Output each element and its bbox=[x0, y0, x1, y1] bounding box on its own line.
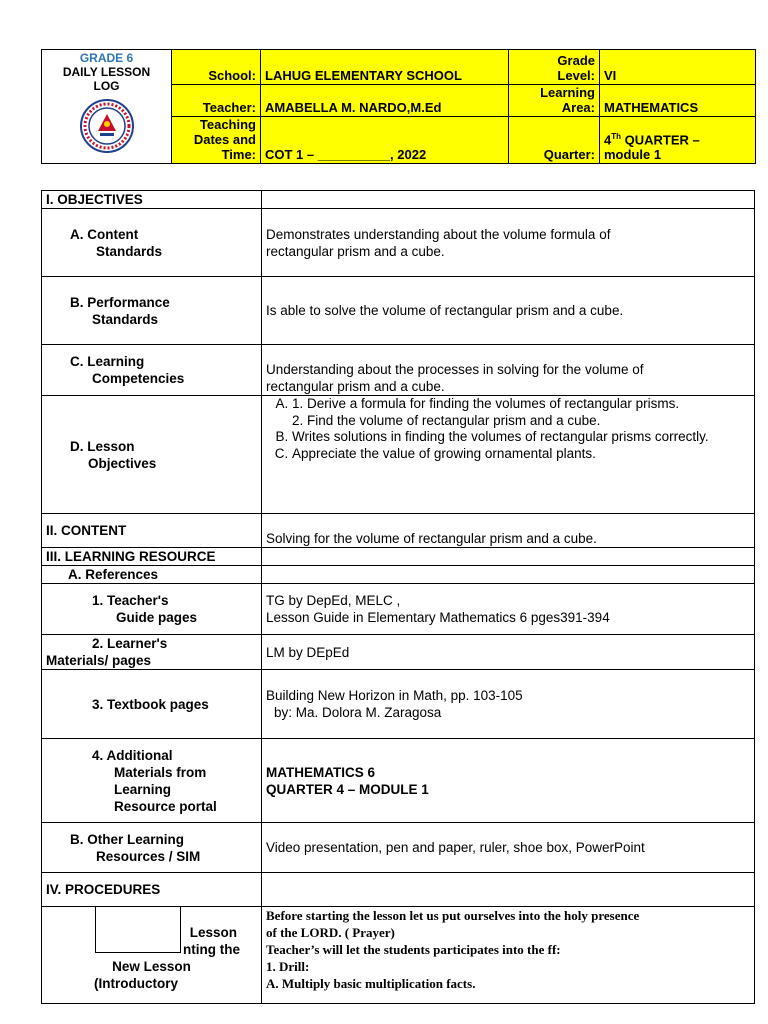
lesson-objective-b: B. Writes solutions in finding the volumes of rectangular prisms correctly. bbox=[292, 429, 750, 446]
quarter-value: 4Th QUARTER – module 1 bbox=[600, 117, 756, 164]
performance-standards-label: B. Performance Standards bbox=[42, 277, 262, 345]
learners-materials-label: 2. Learner's Materials/ pages bbox=[42, 635, 262, 670]
introductory-activity-label: Lesson nting the New Lesson (Introductory bbox=[42, 907, 262, 1004]
learning-competencies-label: C. Learning Competencies bbox=[42, 345, 262, 396]
additional-materials-label: 4. Additional Materials from Learning Resource portal bbox=[42, 739, 262, 823]
lesson-table bbox=[41, 190, 755, 1004]
content-standards-label: A. Content Standards bbox=[42, 209, 262, 277]
lesson-objectives-list bbox=[262, 396, 755, 514]
lesson-objective-c: C. Appreciate the value of growing ornamental plants. bbox=[292, 446, 750, 463]
objectives-heading: I. OBJECTIVES bbox=[42, 191, 262, 209]
textbook-pages-label: 3. Textbook pages bbox=[42, 670, 262, 739]
teachers-guide-value: TG by DepEd, MELC , Lesson Guide in Elementary Mathematics 6 pges391-394 bbox=[262, 584, 755, 635]
additional-materials-value: MATHEMATICS 6 QUARTER 4 – MODULE 1 bbox=[262, 739, 755, 823]
grade-level-value: VI bbox=[600, 50, 756, 85]
references-label: A. References bbox=[42, 566, 262, 584]
school-label: School: bbox=[172, 50, 261, 85]
deped-seal-icon bbox=[80, 99, 134, 153]
grade-level-label: Grade Level: bbox=[509, 50, 600, 85]
lesson-objective-a: A. 1. Derive a formula for finding the volumes of rectangular prisms. 2. Find the volume of rectangular prism and a cube. bbox=[292, 396, 750, 429]
performance-standards-value: Is able to solve the volume of rectangular prism and a cube. bbox=[262, 277, 755, 345]
content-value: Solving for the volume of rectangular prism and a cube. bbox=[262, 514, 755, 548]
content-heading: II. CONTENT bbox=[42, 514, 262, 548]
logo-cell bbox=[42, 50, 172, 164]
teacher-value: AMABELLA M. NARDO,M.Ed bbox=[261, 85, 509, 117]
learning-competencies-value: Understanding about the processes in solving for the volume of rectangular prism and a cube. bbox=[262, 345, 755, 396]
school-value: LAHUG ELEMENTARY SCHOOL bbox=[261, 50, 509, 85]
other-resources-value: Video presentation, pen and paper, ruler, shoe box, PowerPoint bbox=[262, 823, 755, 873]
learning-area-value: MATHEMATICS bbox=[600, 85, 756, 117]
learning-resource-heading: III. LEARNING RESOURCE bbox=[42, 548, 262, 566]
header-table bbox=[41, 49, 756, 164]
learners-materials-value: LM by DEpEd bbox=[262, 635, 755, 670]
teachers-guide-label: 1. Teacher's Guide pages bbox=[42, 584, 262, 635]
dates-label: Teaching Dates and Time: bbox=[172, 117, 261, 164]
quarter-label: Quarter: bbox=[509, 117, 600, 164]
redaction-box bbox=[95, 906, 181, 953]
daily-lesson-log-title: DAILY LESSON LOG bbox=[62, 65, 151, 93]
introductory-activity-text: Before starting the lesson let us put ourselves into the holy presence of the LORD. ( Prayer) Teacher’s will let the students participates into the ff: 1. Drill: A. Multiply basic multiplication facts. bbox=[262, 907, 755, 1004]
learning-area-label: Learning Area: bbox=[509, 85, 600, 117]
textbook-pages-value: Building New Horizon in Math, pp. 103-105 by: Ma. Dolora M. Zaragosa bbox=[262, 670, 755, 739]
grade-label: GRADE 6 bbox=[79, 51, 134, 65]
procedures-heading: IV. PROCEDURES bbox=[42, 873, 262, 907]
content-standards-value: Demonstrates understanding about the volume formula of rectangular prism and a cube. bbox=[262, 209, 755, 277]
dates-value: COT 1 – __________, 2022 bbox=[261, 117, 509, 164]
other-resources-label: B. Other Learning Resources / SIM bbox=[42, 823, 262, 873]
teacher-label: Teacher: bbox=[172, 85, 261, 117]
lesson-objectives-label: D. Lesson Objectives bbox=[42, 396, 262, 514]
